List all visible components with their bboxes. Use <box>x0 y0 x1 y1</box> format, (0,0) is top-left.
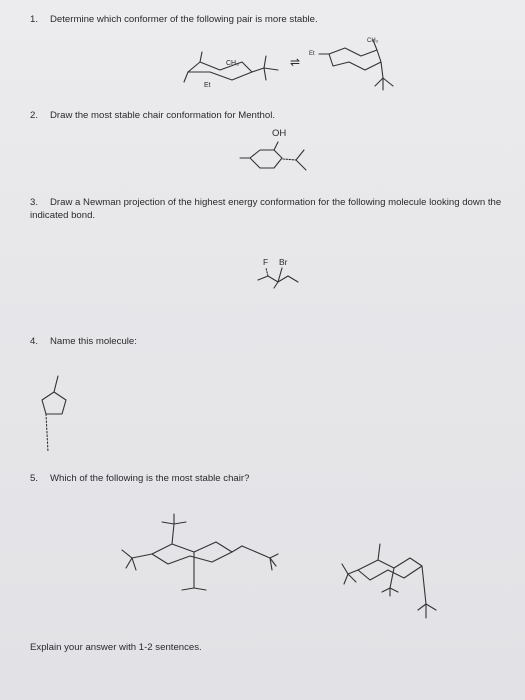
q3-molecule-structure <box>254 264 314 292</box>
q3-br-label: Br <box>279 257 288 267</box>
question-5-number: 5. <box>30 473 39 484</box>
question-2-text: Draw the most stable chair conformation for Menthol. <box>50 110 276 121</box>
q2-oh-label: OH <box>272 128 287 139</box>
question-4 <box>30 335 137 348</box>
question-1-text: Determine which conformer of the following pair is more stable. <box>50 14 318 25</box>
q4-cyclopentane-structure <box>28 366 78 462</box>
question-2 <box>30 109 275 122</box>
question-4-text: Name this molecule: <box>50 336 137 347</box>
question-1 <box>30 13 318 26</box>
question-3-number: 3. <box>30 197 39 208</box>
q1-right-ch3-label: CH₃ <box>367 38 379 44</box>
q1-left-et-label: Et <box>204 82 211 89</box>
q5-chair-option-right <box>338 530 448 634</box>
question-4-number: 4. <box>30 336 39 347</box>
q3-f-label: F <box>263 257 269 267</box>
question-5 <box>30 472 249 485</box>
q1-left-ch3-label: CH₃ <box>226 60 239 67</box>
q1-right-chair <box>315 38 405 98</box>
question-1-number: 1. <box>30 14 39 25</box>
question-5-text: Which of the following is the most stable chair? <box>50 473 250 484</box>
q2-menthol-structure <box>236 138 326 182</box>
question-2-number: 2. <box>30 110 39 121</box>
q1-equilibrium-arrows: ⇌ <box>290 55 301 69</box>
question-3-text: Draw a Newman projection of the highest energy conformation for the following molecule looking down the indicated bond. <box>30 197 502 221</box>
q5-chair-option-left <box>112 514 322 602</box>
q1-right-et-label: Et <box>309 51 315 57</box>
question-3 <box>30 196 520 222</box>
explain-prompt: Explain your answer with 1-2 sentences. <box>30 642 202 653</box>
q1-left-chair <box>180 48 290 98</box>
